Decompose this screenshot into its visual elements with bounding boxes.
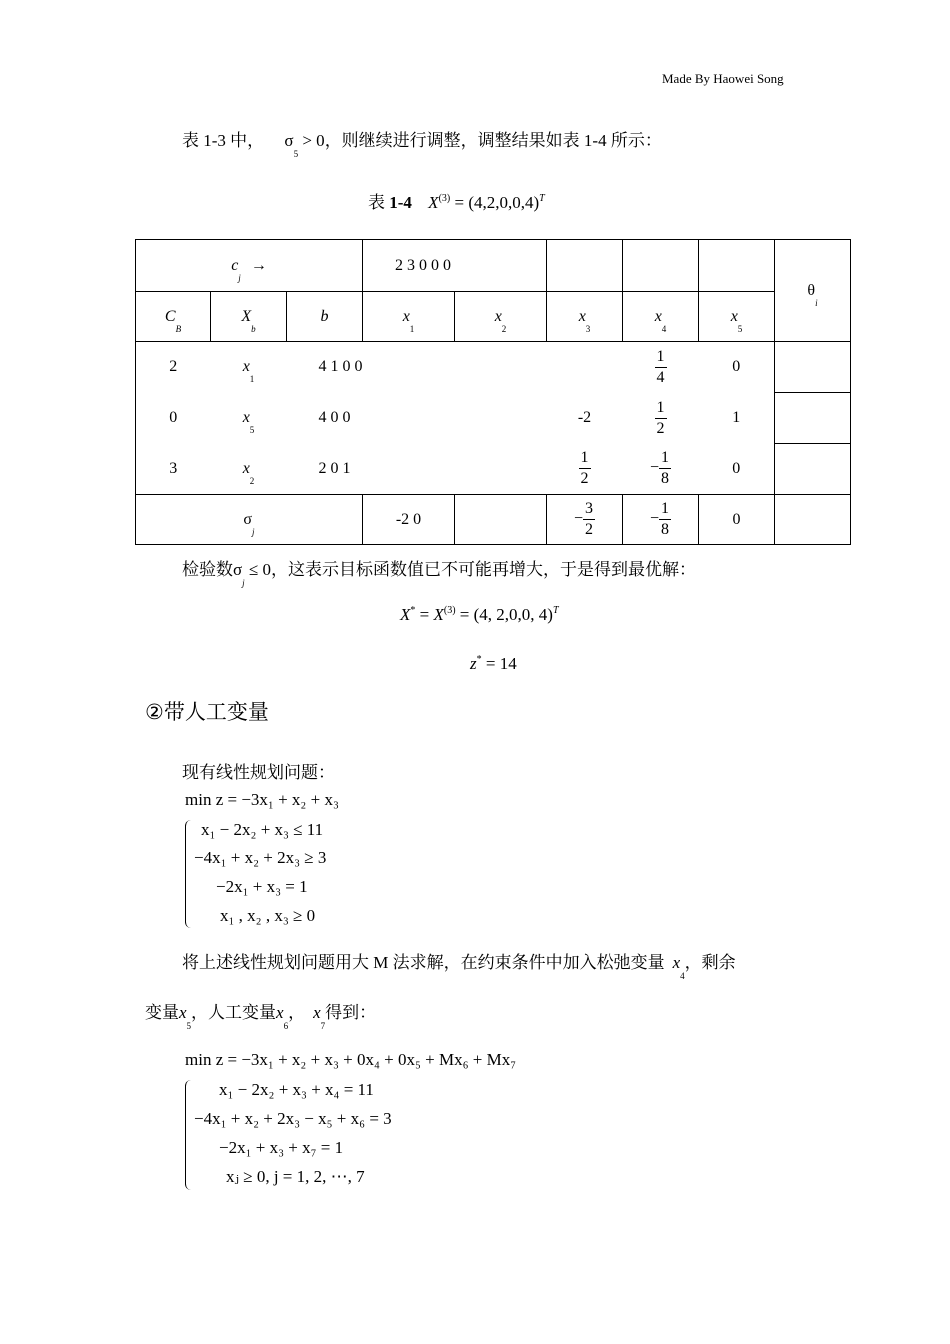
table-row: 0 $x_5$ 4 0 0 -2 $\frac{1}{2}$ 1 [136,393,851,444]
lp1-constraint: −2x₁ + x₃ = 1 [216,877,308,896]
optimal-value: z* = 14 [470,654,517,673]
lp2-objective: min z = −3x₁ + x₂ + x₃ + 0x₄ + 0x₅ + Mx₆ + Mx₇ [185,1050,517,1069]
bigm-paragraph-line1: 将上述线性规划问题用大 M 法求解，在约束条件中加入松弛变量 $x_4$，剩余 [182,953,736,981]
bigm-paragraph-line2: 变量$x_5$，人工变量$x_6$， $x_7$得到： [145,1003,377,1031]
theta-header: $\theta_i$ [775,240,851,342]
problem-intro: 现有线性规划问题： [182,763,335,782]
lp1-constraint: x₁ − 2x₂ + x₃ ≤ 11 [201,820,324,839]
cj-values-cell: 2 3 0 0 0 [363,240,547,292]
column-header-row: $C_B$ $X_b$ b $x_1$ $x_2$ $x_3$ $x_4$ $x_5$ [136,292,851,342]
lp1-objective: min z = −3x₁ + x₂ + x₃ [185,790,339,809]
table-row: 3 $x_2$ 2 0 1 $\frac{1}{2}$ − $\frac{1}{8}$ 0 [136,444,851,495]
intro-paragraph [182,126,662,159]
lp2-brace [185,1080,194,1190]
section-heading: ②带人工变量 [145,700,269,724]
lp2-constraint: −2x₁ + x₃ + x₇ = 1 [219,1138,344,1157]
cj-label-cell: $c_j$ → [136,240,363,292]
lp1-brace [185,820,194,928]
intro-lead: 表 1-3 中， [182,131,265,150]
page-header-author: Made By Haowei Song [662,71,784,86]
table-row: 2 $x_1$ 4 1 0 0 $\frac{1}{4}$ 0 [136,342,851,393]
lp2-constraint: x₁ − 2x₂ + x₃ + x₄ = 11 [219,1080,374,1099]
sigma-row: $\sigma_j$ -2 0 − $\frac{3}{2}$ − $\frac{1}{8}$ 0 [136,495,851,545]
table-caption: 表 1-4 $X^{(3)} = (4,2,0,0,4)^T$ [368,193,545,212]
intro-cond: > 0 [302,131,325,150]
lp1-constraint: x₁ , x₂ , x₃ ≥ 0 [220,906,316,925]
sigma5: $\sigma_5$ [284,131,299,159]
intro-tail: ，则继续进行调整，调整结果如表 1-4 所示： [324,131,662,150]
optimal-solution: $X^* = X^{(3)} = (4$, 2,0,0, 4)$^T$ [400,605,559,624]
lp1-constraint: −4x₁ + x₂ + 2x₃ ≥ 3 [194,848,327,867]
simplex-table-1-4 [135,239,851,545]
lp2-constraint: xⱼ ≥ 0, j = 1, 2, ⋯, 7 [226,1167,365,1186]
check-paragraph: 检验数$\sigma_j \le 0$，这表示目标函数值已不可能再增大，于是得到最优解： [182,560,697,588]
lp2-constraint: −4x₁ + x₂ + 2x₃ − x₅ + x₆ = 3 [194,1109,392,1128]
